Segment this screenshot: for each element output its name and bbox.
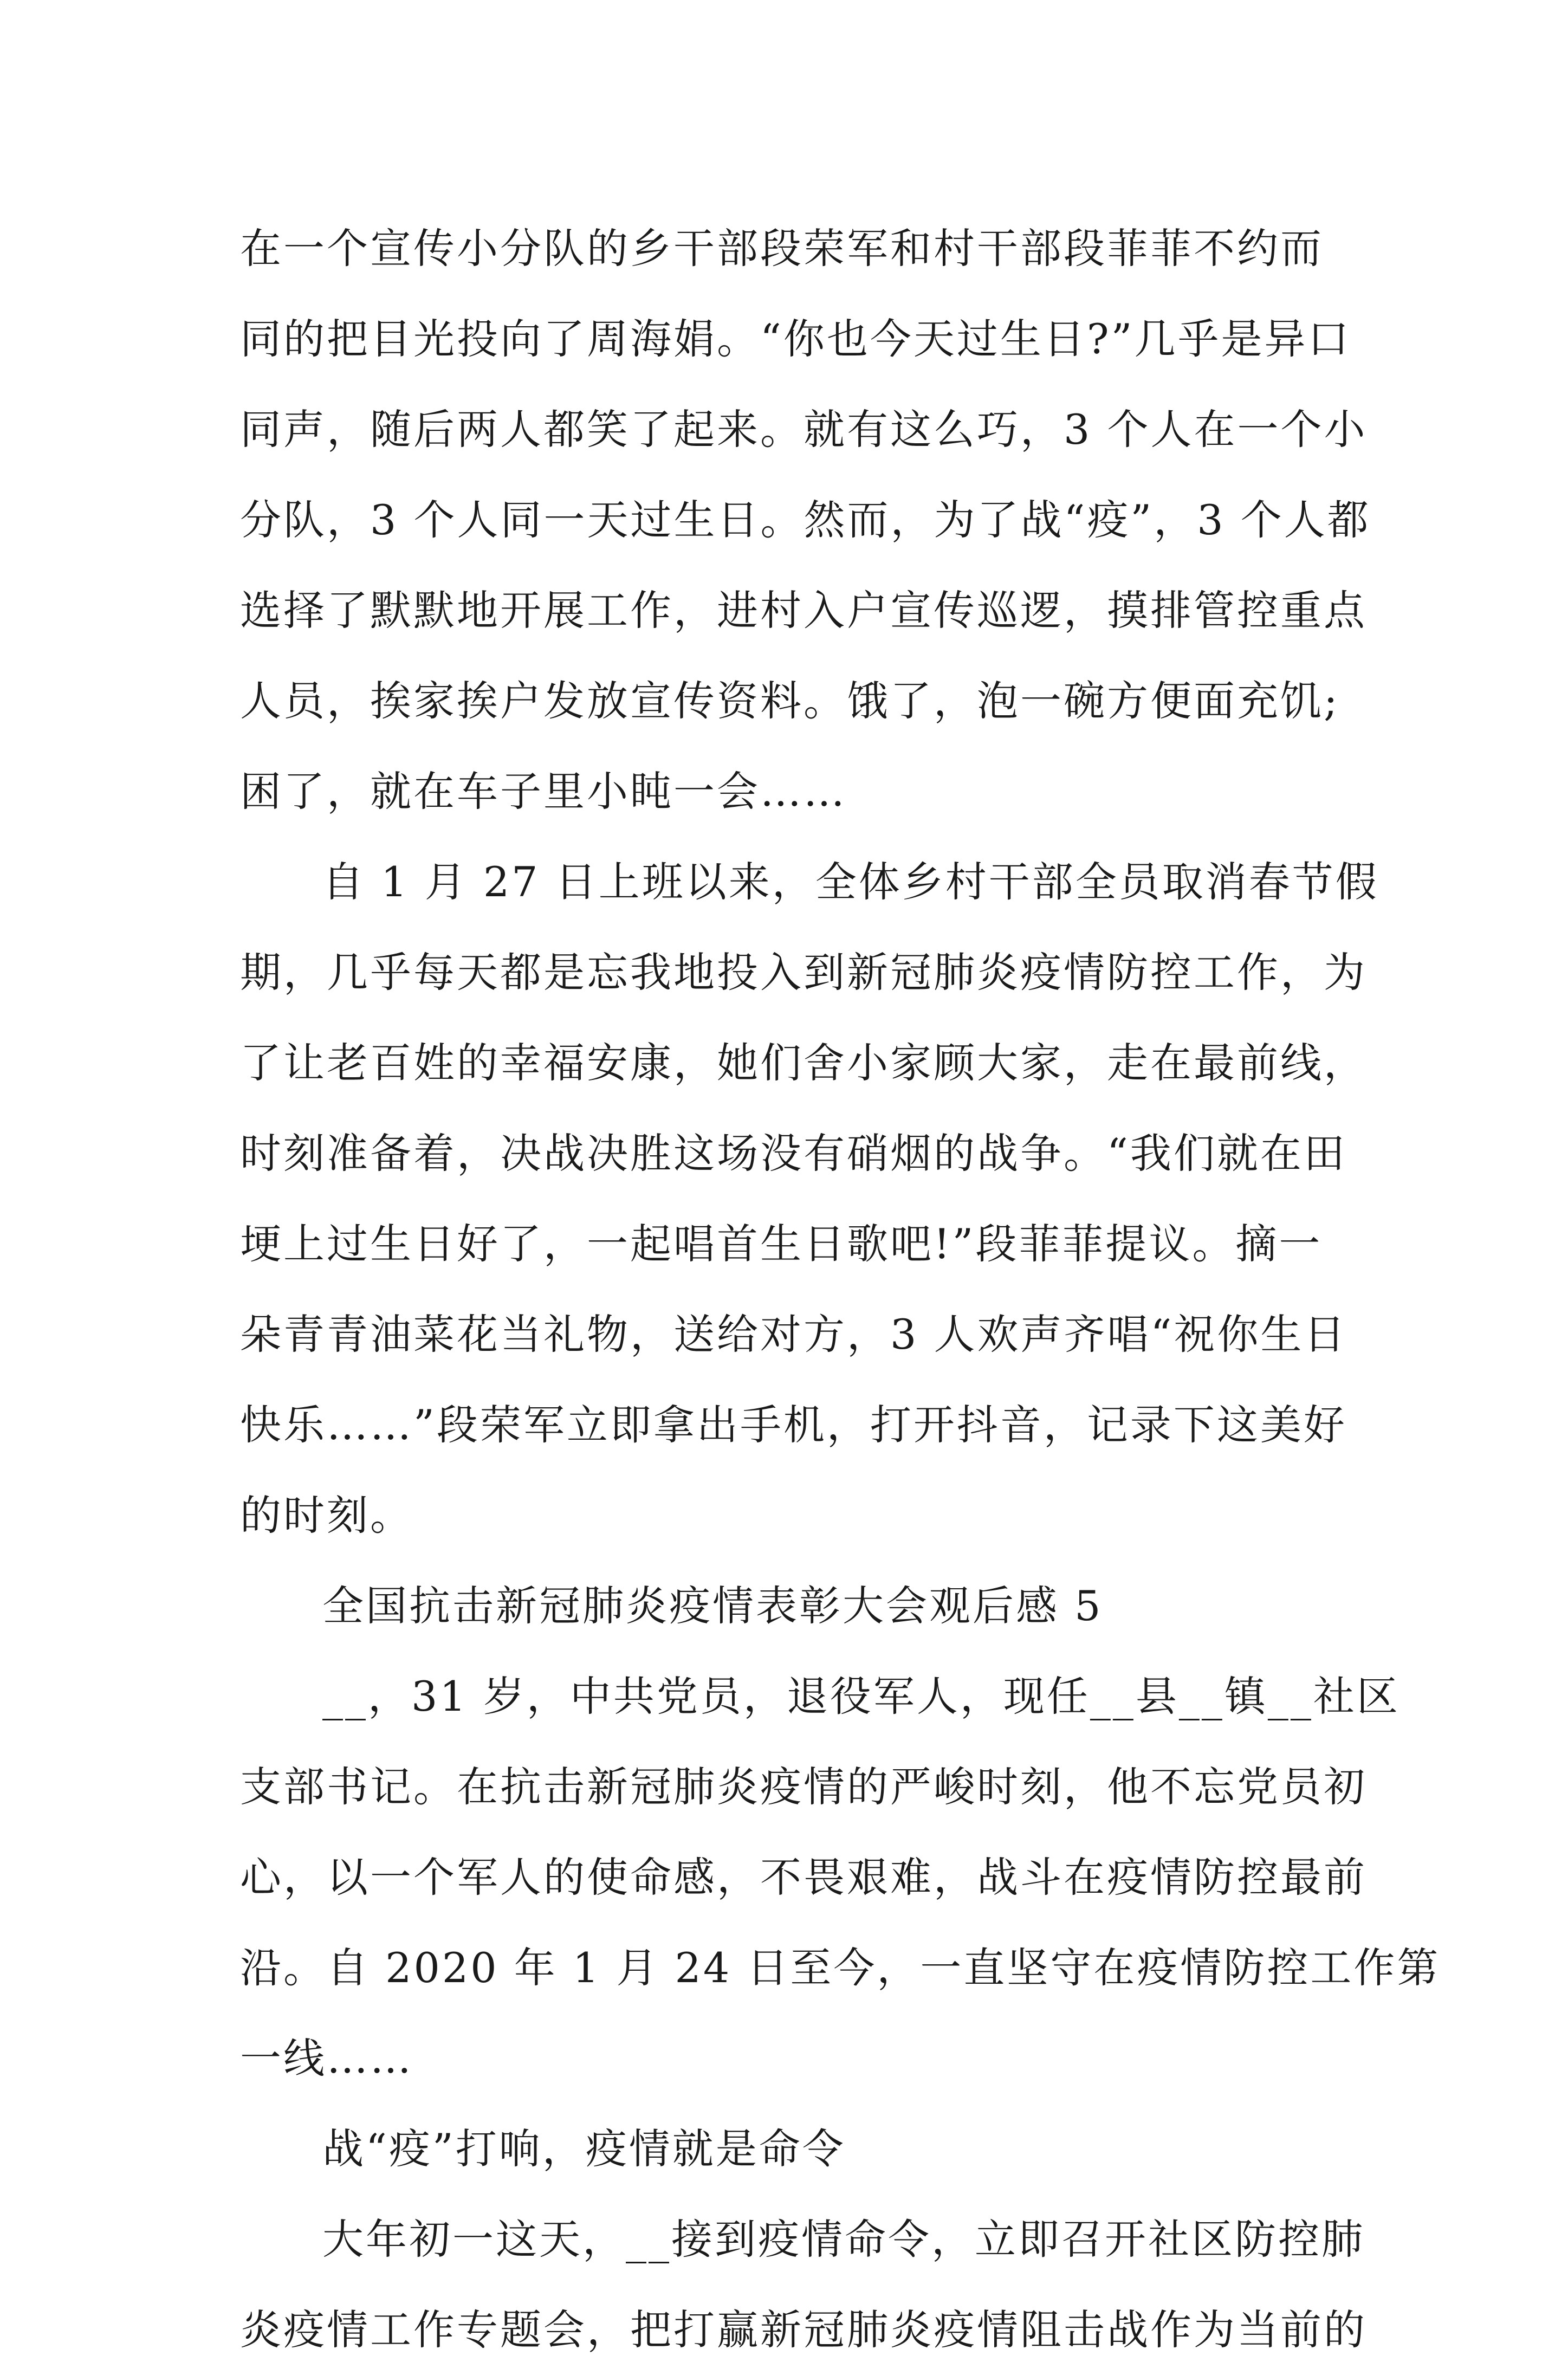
paragraph-start-line: 大年初一这天，__接到疫情命令，立即召开社区防控肺 bbox=[322, 2215, 1365, 2263]
text-line: 分队，3 个人同一天过生日。然而，为了战“疫”，3 个人都 bbox=[240, 496, 1371, 544]
text-line: 困了，就在车子里小盹一会…… bbox=[240, 767, 847, 816]
text-line: 时刻准备着，决战决胜这场没有硝烟的战争。“我们就在田 bbox=[240, 1129, 1347, 1177]
text-line: 沿。自 2020 年 1 月 24 日至今，一直坚守在疫情防控工作第 bbox=[240, 1944, 1441, 1992]
text-line: 的时刻。 bbox=[240, 1491, 413, 1539]
text-line: 期，几乎每天都是忘我地投入到新冠肺炎疫情防控工作，为 bbox=[240, 948, 1367, 996]
text-line: 支部书记。在抗击新冠肺炎疫情的严峻时刻，他不忘党员初 bbox=[240, 1763, 1367, 1811]
text-line: 同声，随后两人都笑了起来。就有这么巧，3 个人在一个小 bbox=[240, 405, 1368, 454]
text-line: 快乐……”段荣军立即拿出手机，打开抖音，记录下这美好 bbox=[240, 1401, 1347, 1449]
text-line: 同的把目光投向了周海娟。“你也今天过生日?”几乎是异口 bbox=[240, 315, 1351, 363]
text-line: 朵青青油菜花当礼物，送给对方，3 人欢声齐唱“祝你生日 bbox=[240, 1310, 1347, 1358]
text-line: 人员，挨家挨户发放宣传资料。饿了，泡一碗方便面充饥; bbox=[240, 677, 1340, 725]
paragraph-start-line: __，31 岁，中共党员，退役军人，现任__县__镇__社区 bbox=[322, 1672, 1400, 1720]
subsection-heading: 战“疫”打响，疫情就是命令 bbox=[322, 2125, 846, 2173]
text-line: 在一个宣传小分队的乡干部段荣军和村干部段菲菲不约而 bbox=[240, 224, 1324, 273]
document-body bbox=[240, 203, 1441, 2375]
text-line: 一线…… bbox=[240, 2034, 413, 2082]
section-heading: 全国抗击新冠肺炎疫情表彰大会观后感 5 bbox=[322, 1582, 1103, 1630]
text-line: 心，以一个军人的使命感，不畏艰难，战斗在疫情防控最前 bbox=[240, 1853, 1367, 1901]
text-line: 埂上过生日好了，一起唱首生日歌吧!”段菲菲提议。摘一 bbox=[240, 1220, 1323, 1268]
text-line: 了让老百姓的幸福安康，她们舍小家顾大家，走在最前线， bbox=[240, 1039, 1367, 1087]
text-line: 炎疫情工作专题会，把打赢新冠肺炎疫情阻击战作为当前的 bbox=[240, 2306, 1367, 2354]
text-line: 选择了默默地开展工作，进村入户宣传巡逻，摸排管控重点 bbox=[240, 586, 1367, 635]
paragraph-start-line: 自 1 月 27 日上班以来，全体乡村干部全员取消春节假 bbox=[322, 858, 1379, 906]
